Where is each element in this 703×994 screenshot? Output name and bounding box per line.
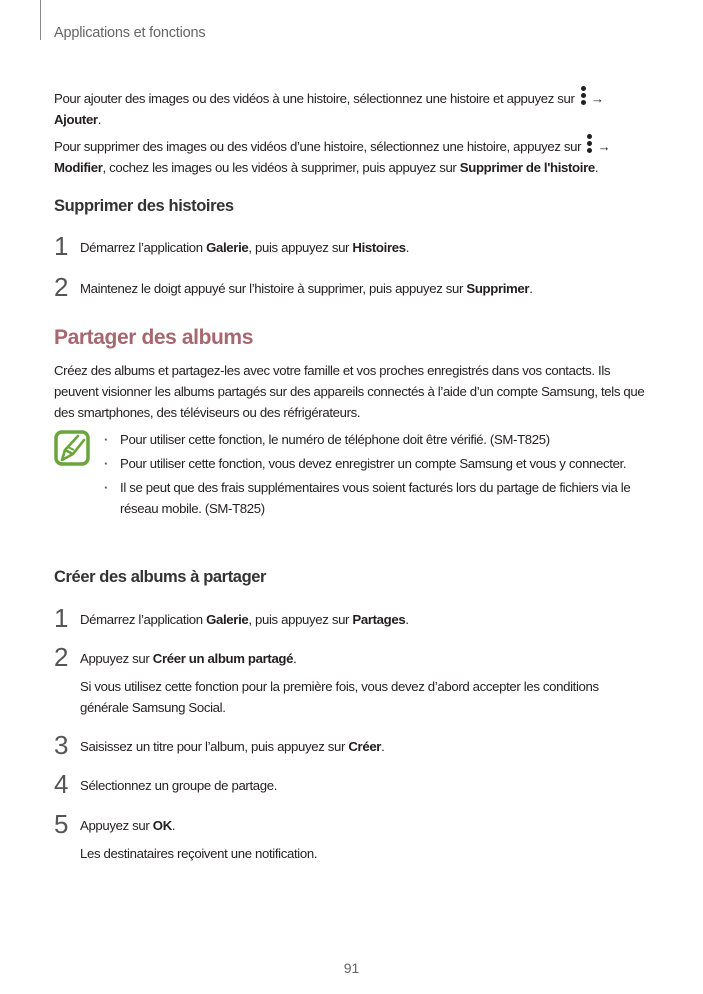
note-pencil-icon — [54, 430, 90, 466]
note-item: · Il se peut que des frais supplémentaires vous soient facturés lors du partage de fichiers via le réseau mobile. (SM-T825) — [104, 477, 644, 519]
note-list — [104, 429, 644, 522]
ajouter-label: Ajouter — [54, 112, 98, 127]
section-header: Applications et fonctions — [54, 25, 206, 41]
intro-paragraph-add: Pour ajouter des images ou des vidéos à une histoire, sélectionnez une histoire et appuyez sur → Ajouter. — [54, 88, 650, 130]
step-number: 4 — [54, 769, 69, 799]
header-rule — [40, 0, 41, 40]
step-number: 1 — [54, 603, 69, 633]
arrow-icon: → — [597, 139, 611, 154]
step-number: 1 — [54, 231, 69, 261]
delete-stories-heading: Supprimer des histoires — [54, 197, 234, 215]
step-number: 2 — [54, 642, 69, 672]
step-subtext: Les destinataires reçoivent une notification. — [80, 846, 318, 861]
create-albums-heading: Créer des albums à partager — [54, 568, 267, 586]
step-number: 3 — [54, 730, 69, 760]
step-number: 2 — [54, 272, 69, 302]
step-number: 5 — [54, 809, 69, 839]
modifier-label: Modifier — [54, 160, 103, 175]
more-options-icon — [580, 89, 588, 105]
page-number: 91 — [343, 960, 360, 976]
note-item: · Pour utiliser cette fonction, le numéro de téléphone doit être vérifié. (SM-T825) — [104, 429, 644, 450]
note-item: · Pour utiliser cette fonction, vous devez enregistrer un compte Samsung et vous y connecter. — [104, 453, 644, 474]
share-albums-heading: Partager des albums — [54, 326, 253, 349]
step-subtext: Si vous utilisez cette fonction pour la première fois, vous devez d’abord accepter les conditions générale Samsung Social. — [80, 679, 599, 715]
more-options-icon — [586, 137, 594, 153]
intro-paragraph-delete: Pour supprimer des images ou des vidéos d’une histoire, sélectionnez une histoire, appuyez sur → Modifier, cochez les images ou les vidéos à supprimer, puis appuyez sur Supprimer de l'histoire. — [54, 136, 650, 178]
arrow-icon: → — [590, 91, 604, 106]
share-albums-description: Créez des albums et partagez-les avec votre famille et vos proches enregistrés dans vos contacts. Ils peuvent visionner les albums partagés sur des appareils connectés à l’aide d’un compte Samsung, tels que des smartphones, des téléviseurs ou des réfrigérateurs. — [54, 363, 645, 420]
supprimer-histoire-label: Supprimer de l'histoire — [459, 160, 595, 175]
